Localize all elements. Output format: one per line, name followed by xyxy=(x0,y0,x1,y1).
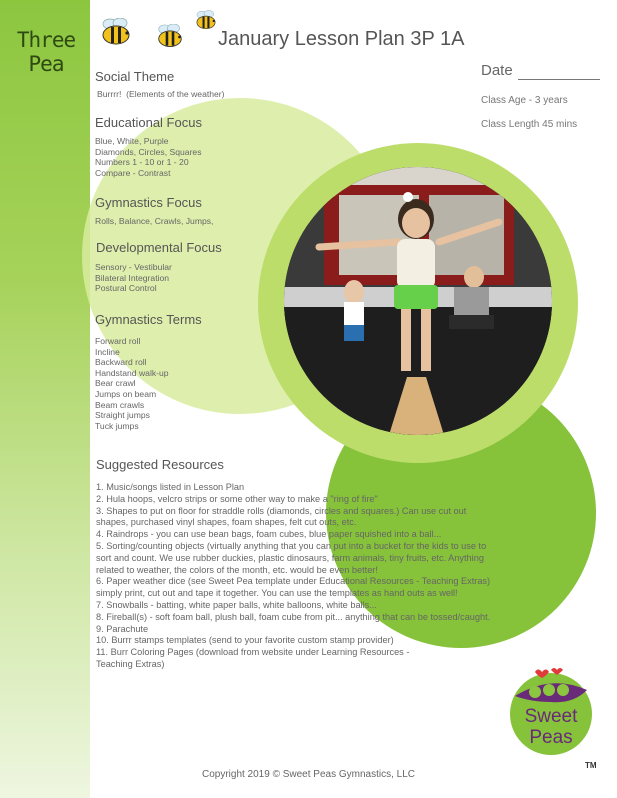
section-line: Beam crawls xyxy=(95,399,145,410)
section-line: Numbers 1 - 10 or 1 - 20 xyxy=(95,157,189,168)
list-item: shapes, purchased vinyl shapes, foam shapes, felt cut outs, etc. xyxy=(96,517,357,528)
sidebar-title-line2: Pea xyxy=(28,52,64,76)
section-body-gymnastics-focus xyxy=(95,216,213,227)
section-title-educational-focus: Educational Focus xyxy=(95,115,202,130)
logo-text-line2: Peas xyxy=(529,727,573,748)
page-title: January Lesson Plan 3P 1A xyxy=(218,28,465,50)
sidebar-title xyxy=(8,28,84,76)
list-item: 1. Music/songs listed in Lesson Plan xyxy=(96,482,245,492)
section-line: Sensory - Vestibular xyxy=(95,262,172,272)
section-line: Jumps on beam xyxy=(95,388,157,399)
section-line: Blue, White, Purple xyxy=(95,136,169,146)
list-item: 10. Burrr stamps templates (send to your favorite custom stamp provider) xyxy=(96,635,394,646)
list-item: 5. Sorting/counting objects (virtually anything that you can put into a bucket for the kids to use to xyxy=(96,540,487,551)
list-item: 2. Hula hoops, velcro strips or some other way to make a "ring of fire" xyxy=(96,493,378,504)
section-line: Burrrr! (Elements of the weather) xyxy=(97,89,225,99)
section-line: Tuck jumps xyxy=(95,420,139,431)
section-body-developmental-focus xyxy=(95,262,172,294)
section-line: Rolls, Balance, Crawls, Jumps, xyxy=(95,216,214,226)
logo-trademark: TM xyxy=(585,761,597,770)
section-line: Backward roll xyxy=(95,357,147,368)
list-item: 11. Burr Coloring Pages (download from website under Learning Resources - xyxy=(96,647,410,658)
section-line: Bear crawl xyxy=(95,378,136,389)
bee-icon xyxy=(152,24,188,50)
section-line: Straight jumps xyxy=(95,410,150,421)
section-title-developmental-focus: Developmental Focus xyxy=(96,240,222,255)
sweet-peas-logo xyxy=(505,660,597,772)
section-line: Postural Control xyxy=(95,283,157,294)
section-title-gymnastics-terms: Gymnastics Terms xyxy=(95,312,202,327)
list-item: Teaching Extras) xyxy=(96,658,165,669)
section-title-social-theme: Social Theme xyxy=(95,69,175,84)
copyright-footer: Copyright 2019 © Sweet Peas Gymnastics, LLC xyxy=(201,769,416,780)
list-item: related to weather, the colors of the month, etc. would be even better! xyxy=(96,564,378,575)
section-line: Incline xyxy=(95,346,120,357)
gym-photo xyxy=(284,167,552,435)
section-line: Diamonds, Circles, Squares xyxy=(95,146,202,157)
sidebar-stripe xyxy=(0,0,90,798)
section-title-suggested-resources: Suggested Resources xyxy=(96,457,224,472)
list-item: 7. Snowballs - batting, white paper balls, white balloons, white balls... xyxy=(96,599,377,610)
list-item: sort and count. We use rubber duckies, plastic dinosaurs, farm animals, tiny fruits, etc. Anything xyxy=(96,552,484,563)
list-item: 9. Parachute xyxy=(96,623,149,634)
section-title-gymnastics-focus: Gymnastics Focus xyxy=(95,195,202,210)
section-body-social-theme xyxy=(97,89,225,100)
section-line: Bilateral Integration xyxy=(95,272,170,283)
date-line xyxy=(518,79,600,80)
resources-list xyxy=(96,482,536,671)
sidebar-title-line1: Three xyxy=(16,28,76,52)
list-item: 6. Paper weather dice (see Sweet Pea template under Educational Resources - Teaching Extras) xyxy=(96,576,491,587)
list-item: 4. Raindrops - you can use bean bags, foam cubes, blue paper squished into a ball... xyxy=(96,529,442,540)
list-item: simply print, cut out and tape it together. You can use the templates as hand outs as well! xyxy=(96,588,458,599)
class-length: Class Length 45 mins xyxy=(481,119,578,130)
section-body-educational-focus xyxy=(95,136,202,178)
section-line: Forward roll xyxy=(95,336,141,346)
logo-text-line1: Sweet xyxy=(524,706,578,727)
bee-icon xyxy=(192,10,220,32)
list-item: 3. Shapes to put on floor for straddle rolls (diamonds, circles and squares.) Can use cut out xyxy=(96,505,467,516)
section-body-gymnastics-terms xyxy=(95,336,169,431)
section-line: Handstand walk-up xyxy=(95,367,169,378)
section-line: Compare - Contrast xyxy=(95,167,171,178)
date-label: Date xyxy=(481,62,513,79)
bee-icon xyxy=(96,18,136,48)
class-age: Class Age - 3 years xyxy=(481,95,568,106)
list-item: 8. Fireball(s) - soft foam ball, plush ball, foam cube from pit... anything that can be tossed/caught. xyxy=(96,611,491,622)
